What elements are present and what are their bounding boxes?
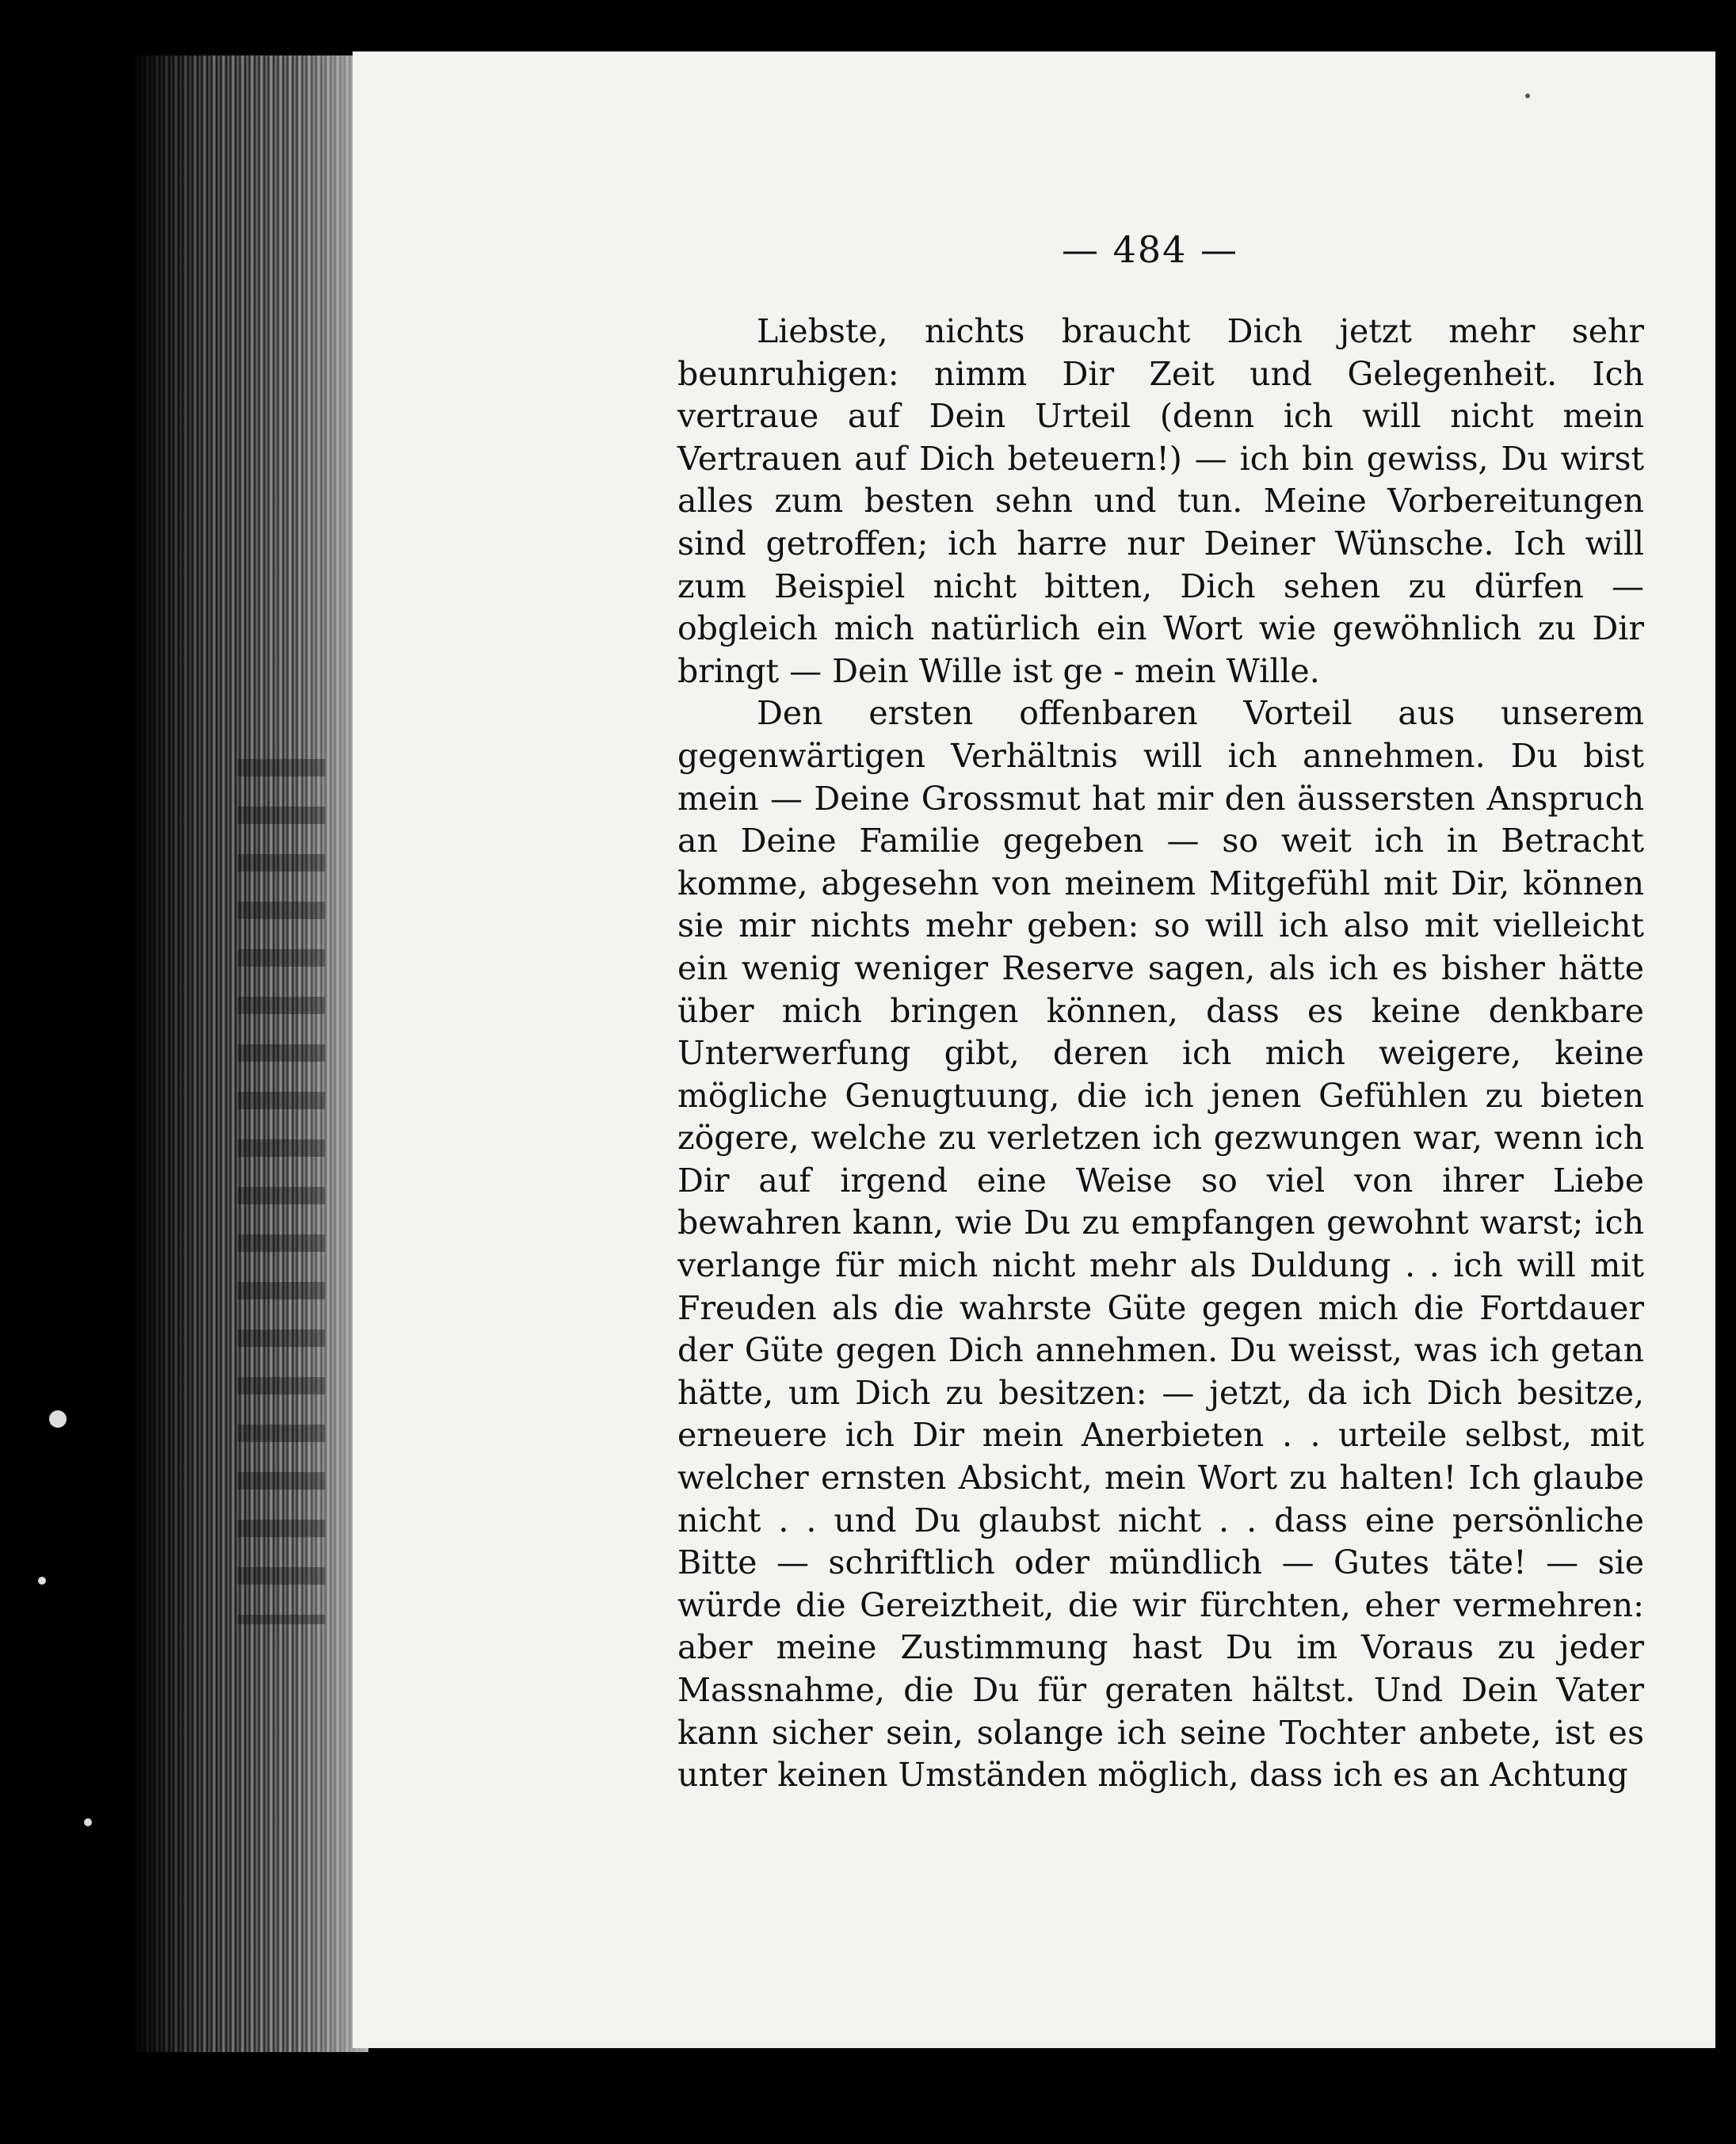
book-spine-marks [238,729,325,1624]
speck-mark [84,1818,92,1826]
body-text [677,311,1644,1797]
speck-mark [49,1410,67,1428]
paragraph-1: Liebste, nichts braucht Dich jetzt mehr sehr beunruhigen: nimm Dir Zeit und Gelegenheit. Ich vertraue auf Dein Urteil (denn ich will nicht mein Vertrauen auf Dich beteuern!) — ich bin gewiss, Du wirst alles zum besten sehn und tun. Meine Vorbereitungen sind getroffen; ich harre nur Deiner Wünsche. Ich will zum Beispiel nicht bitten, Dich sehen zu dürfen — obgleich mich natürlich ein Wort wie gewöhnlich zu Dir bringt — Dein Wille ist ge - mein Wille. [677,312,1644,690]
speck-mark [1525,93,1530,98]
paragraph-2: Den ersten offenbaren Vorteil aus unserem gegenwärtigen Verhältnis will ich annehmen. Du bist mein — Deine Grossmut hat mir den äussersten Anspruch an Deine Familie gegeben — so weit ich in Betracht komme, abgesehn von meinem Mitgefühl mit Dir, können sie mir nichts mehr geben: so will ich also mit vielleicht ein wenig weniger Reserve sagen, als ich es bisher hätte über mich bringen können, dass es keine denkbare Unterwerfung gibt, deren ich mich weigere, keine mögliche Genugtuung, die ich jenen Gefühlen zu bieten zögere, welche zu verletzen ich gezwungen war, wenn ich Dir auf irgend eine Weise so viel von ihrer Liebe bewahren kann, wie Du zu empfangen gewohnt warst; ich verlange für mich nicht mehr als Duldung . . ich will mit Freuden als die wahrste Güte gegen mich die Fortdauer der Güte gegen Dich annehmen. Du weisst, was ich getan hätte, um Dich zu besitzen: — jetzt, da ich Dich besitze, erneuere ich Dir mein Anerbieten . . urteile selbst, mit welcher ernsten Absicht, mein Wort zu halten! Ich glaube nicht . . und Du glaubst nicht . . dass eine persönliche Bitte — schriftlich oder mündlich — Gutes täte! — sie würde die Gereiztheit, die wir fürchten, eher vermehren: aber meine Zustimmung hast Du im Voraus zu jeder Massnahme, die Du für geraten hältst. Und Dein Vater kann sicher sein, solange ich seine Tochter anbete, ist es unter keinen Umständen möglich, dass ich es an Achtung [677,694,1644,1795]
page-number: — 484 — [1062,228,1239,271]
speck-mark [38,1577,46,1585]
